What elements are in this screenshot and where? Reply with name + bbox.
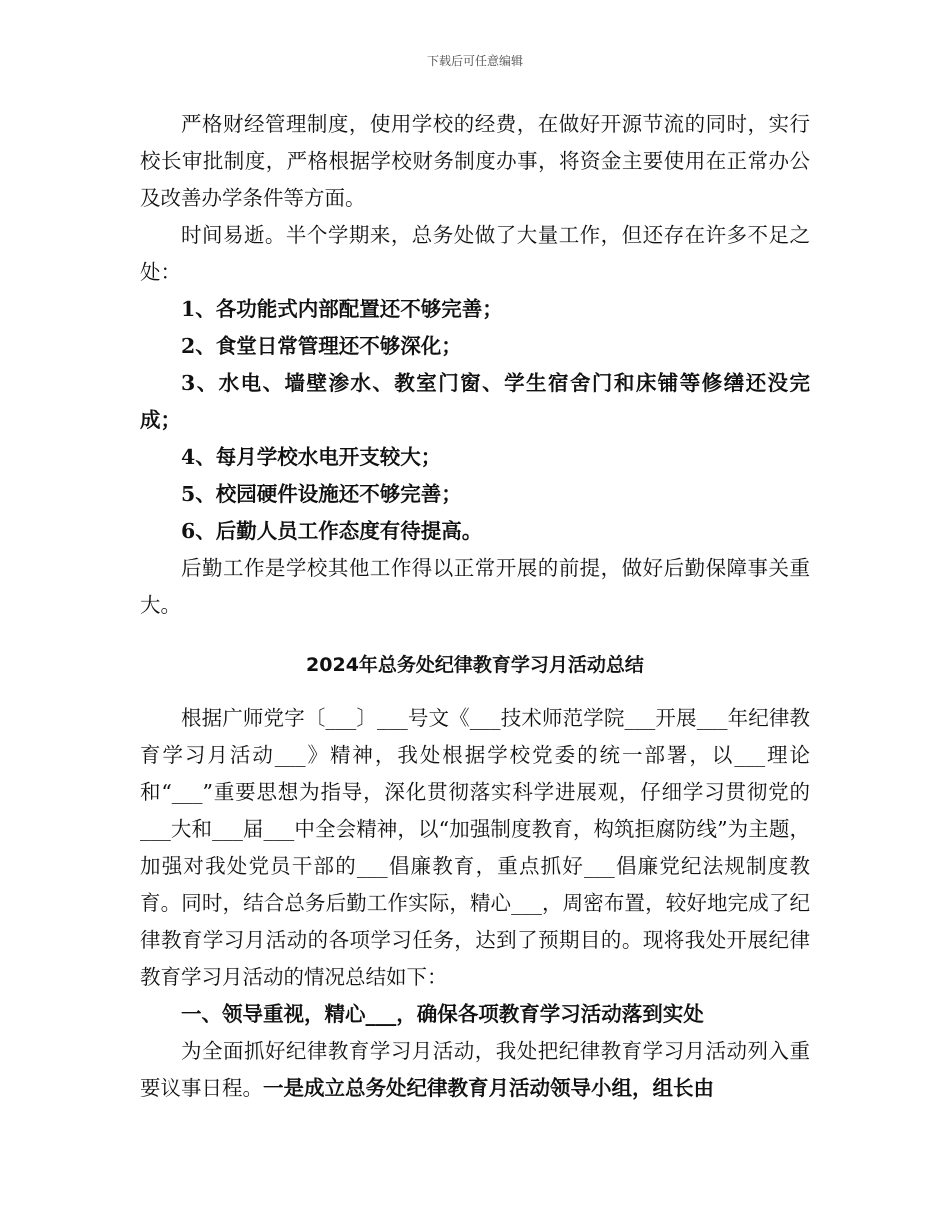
paragraph-bold-text: 一是成立总务处纪律教育月活动领导小组，组长由: [263, 1076, 714, 1100]
section-title: 2024年总务处纪律教育学习月活动总结: [306, 654, 644, 676]
paragraph-finance: 严格财经管理制度，使用学校的经费，在做好开源节流的同时，实行校长审批制度，严格根据学校财务制度办事，将资金主要使用在正常办公及改善办学条件等方面。: [140, 112, 810, 210]
document-body: [140, 106, 810, 1107]
list-item: 5、校园硬件设施还不够完善；: [181, 482, 462, 506]
paragraph-leadership: [140, 1033, 810, 1107]
section-heading: 一、领导重视，精心___，确保各项教育学习活动落到实处: [181, 1002, 704, 1026]
list-item: 4、每月学校水电开支较大；: [181, 445, 442, 469]
list-item: 6、后勤人员工作态度有待提高。: [181, 519, 483, 543]
list-item: 3、水电、墙壁渗水、教室门窗、学生宿舍门和床铺等修缮还没完成；: [140, 371, 810, 432]
paragraph-text: 为全面抓好纪律教育学习月活动，我处把纪律教育学习月活动列入重要议事日程。: [140, 1039, 810, 1100]
paragraph-logistics-importance: 后勤工作是学校其他工作得以正常开展的前提，做好后勤保障事关重大。: [140, 556, 810, 617]
page-header: 下载后可任意编辑: [426, 54, 523, 68]
paragraph-activity-summary: 根据广师党字〔___〕___号文《___技术师范学院___开展___年纪律教育学习月活动___》精神，我处根据学校党委的统一部署，以___理论和“___”重要思想为指导，深化贯彻落实科学进展观，仔细学习贯彻党的___大和___届___中全会精神，以“加强制度教育，构筑拒腐防线”为主题，加强对我处党员干部的___倡廉教育，重点抓好___倡廉党纪法规制度教育。同时，结合总务后勤工作实际，精心___，周密布置，较好地完成了纪律教育学习月活动的各项学习任务，达到了预期目的。现将我处开展纪律教育学习月活动的情况总结如下：: [140, 706, 810, 989]
paragraph-shortcomings-intro: 时间易逝。半个学期来，总务处做了大量工作，但还存在许多不足之处：: [140, 223, 810, 284]
list-item: 1、各功能式内部配置还不够完善；: [181, 297, 503, 321]
list-item: 2、食堂日常管理还不够深化；: [181, 334, 462, 358]
